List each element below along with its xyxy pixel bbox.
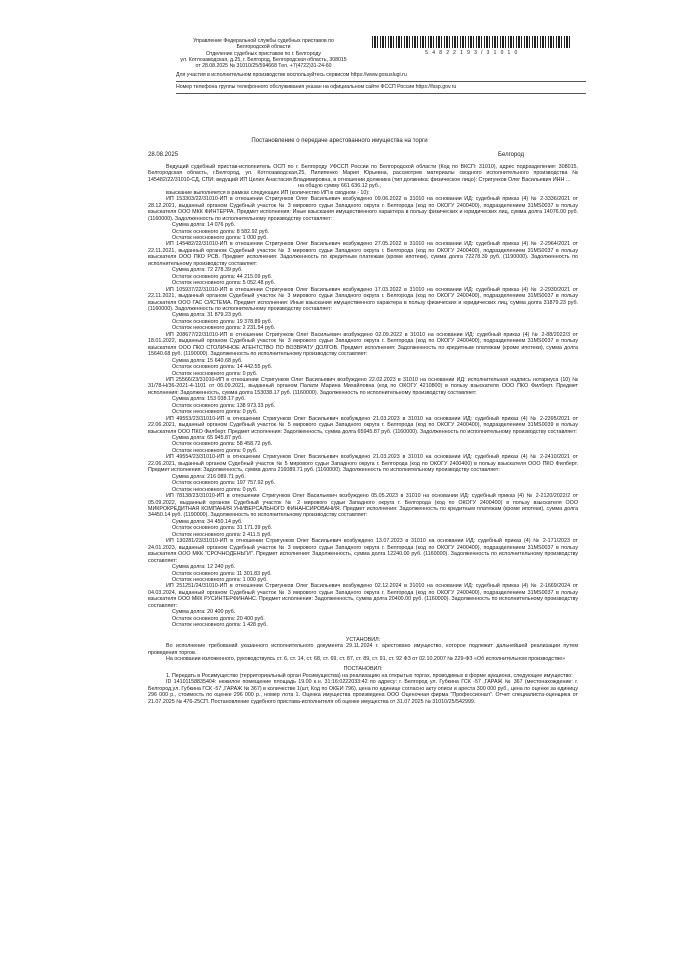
debt-amount-line: Остаток неосновного долга: 0 руб. — [172, 409, 258, 416]
debt-amount-line: Остаток основного долга: 58 458.72 руб. — [172, 441, 273, 448]
debt-amount-line: Сумма долга: 34 450.14 руб. — [172, 518, 243, 525]
proceeding-paragraph: ИП 251251/24/31010-ИП в отношении Стригунков Олег Васильевич возбуждено 02.12.2024 в 31010 на основании ИД: судебный приказ (4) № 2-1669/2024 от 04.03.2024, выданный органом Судебный участок № 3 мирового судьи Западного округа г. Белгорода (код по ОКОГУ 2400400), подразделением 31MS0037 в пользу взыскателя ООО МКК РУСИНТЕРФИНАНС. Предмет исполнения: Задолженность, сумма долга 20400.00 руб. (1160000). Задолженность по исполнительному производству составляет: — [148, 583, 578, 609]
document-barcode — [372, 36, 572, 48]
document-body — [148, 164, 578, 705]
proceeding-paragraph: ИП 130281/23/31010-ИП в отношении Стригунков Олег Васильевич возбуждено 13.07.2023 в 31010 на основании ИД: судебный приказ (4) № 2-171/2023 от 24.01.2023, выданный органом Судебный участок № 3 мирового судьи Западного округа г. Белгорода (код по ОКОГУ 2400400), подразделением 31MS0037 в пользу взыскателя ООО МКК "СРОЧНОДЕНЬГИ". Предмет исполнения: Задолженность, сумма долга 12240.00 руб. (1160000). Задолженность по исполнительному производству составляет: — [148, 538, 578, 564]
debt-amount-line: Сумма долга: 153 038.17 руб. — [172, 396, 246, 403]
debt-amount-line: Остаток основного долга: 31 171.39 руб. — [172, 525, 273, 532]
org-line: Белгородской области — [236, 44, 291, 51]
proceedings-list — [148, 196, 578, 628]
debt-amount-line: Остаток неосновного долга: 1 000 руб. — [172, 577, 268, 583]
proceeding-paragraph: ИП 145482/22/31010-ИП в отношении Стригунков Олег Васильевич возбуждено 27.05.2022 в 31010 на основании ИД: судебный приказ (4) № 2-2964/2021 от 22.11.2021, выданный органом Судебный участок № 3 мирового судьи Западного округа г. Белгорода (код по ОКОГУ 2400400), подразделением 31MS0037 в пользу взыскателя ООО ПКО РСВ. Предмет исполнения: Задолженность по кредитным платежам (кроме ипотеки), сумма долга 72278.39 руб. (1190000). Задолженность по исполнительному производству составляет: — [148, 241, 578, 267]
debt-amount-line: Остаток неосновного долга: 1 000 руб. — [172, 234, 268, 241]
debt-amount-line: Сумма долга: 216 089.71 руб. — [172, 473, 246, 480]
document-date: 28.08.2025 — [148, 152, 179, 158]
proceeding-paragraph: ИП 78138/23/31010-ИП в отношении Стригунков Олег Васильевич возбуждено 05.05.2023 в 31010 на основании ИД: судебный приказ (4) № 2-2120/2022/2 от 05.09.2022, выданный органом Судебный участок № 2 мирового судьи Западного округа г. Белгорода (код по ОКОГУ 2400400) в пользу взыскателя ООО МИКРОКРЕДИТНАЯ КОМПАНИЯ УНИВЕРСАЛЬНОГО ФИНАНСИРОВАНИЯ. Предмет исполнения: Задолженность по кредитным платежам (кроме ипотеки), сумма долга 34450.14 руб. (1190000). Задолженность по исполнительному производству составляет: — [148, 493, 578, 519]
divider — [176, 93, 586, 94]
debt-amount-line: Остаток неосновного долга: 0 руб. — [172, 486, 258, 493]
established-heading: УСТАНОВИЛ: — [345, 636, 381, 643]
debt-amount-line: Сумма долга: 14 076 руб. — [172, 222, 236, 229]
proceeding-paragraph: ИП 208677/22/31010-ИП в отношении Стригунков Олег Васильевич возбуждено 02.09.2022 в 31010 на основании ИД: судебный приказ (4) № 2-88/2022/3 от 18.01.2022, выданный органом Судебный участок № 3 мирового судьи Западного округа г. Белгорода (код по ОКОГУ 2400400), подразделением 31MS0037 в пользу взыскателя ООО ПКО СТОЛИЧНОЕ АГЕНТСТВО ПО ВОЗВРАТУ ДОЛГОВ. Предмет исполнения: Задолженность по кредитным платежам (кроме ипотеки), сумма долга 15640.68 руб. (1190000). Задолженность по исполнительному производству составляет: — [148, 331, 578, 358]
debt-amount-line: Остаток основного долга: 11 301.83 руб. — [172, 570, 272, 577]
debt-amount-line: Сумма долга: 15 640.68 руб. — [172, 357, 243, 364]
established-text: Во исполнение требований указанного исполнительного документа 29.11.2024 г. арестовано имущество, которое подлежит дальнейшей реализации путем проведения торгов. — [148, 643, 578, 656]
phone-note: Номер телефона группы телефонного обслуживания указан на официальном сайте ФССП России https://fssp.gov.ru — [176, 84, 457, 90]
proceeding-paragraph: ИП 49554/23/31010-ИП в отношении Стригунков Олег Васильевич возбуждено 21.03.2023 в 31010 на основании ИД: судебный приказ (4) № 2-2410/2021 от 22.06.2021, выданный органом Судебный участок № 5 мирового судьи Западного округа г. Белгорода (код по ОКОГУ 2400400) в пользу взыскателя ООО ПКО Филберт. Предмет исполнения: Задолженность, сумма долга 216089.71 руб. (1160000). Задолженность по исполнительному производству составляет: — [148, 454, 578, 474]
debt-amount-line: Остаток основного долга: 19 378.89 руб. — [172, 318, 273, 325]
divider — [176, 81, 586, 82]
debt-amount-line: Сумма долга: 31 879.23 руб. — [172, 312, 243, 319]
debt-amount-line: Остаток неосновного долга: 0 руб. — [172, 370, 258, 377]
org-line: Отделение судебных приставов по г. Белгороду — [206, 50, 321, 57]
debt-amount-line: Сумма долга: 72 278.39 руб. — [172, 267, 243, 274]
barcode-number: 5 4 8 2 2 1 9 3 / 3 1 0 1 0 — [425, 50, 519, 56]
document-city: Белгород — [498, 152, 525, 158]
basis-text: На основании изложенного, руководствуясь ст. 6, ст. 14, ст. 68, ст. 69, ст. 87, ст. 89, ст. 91, ст. 92 ФЗ от 02.10.2007 № 229-ФЗ «Об исполнительном производстве» — [166, 655, 566, 662]
proceeding-paragraph: ИП 105937/22/31010-ИП в отношении Стригунков Олег Васильевич возбуждено 17.03.2022 в 31010 на основании ИД: судебный приказ (4) № 2-2930/2021 от 22.11.2021, выданный органом Судебный участок № 3 мирового судьи Западного округа г. Белгорода (код по ОКОГУ 2400400), подразделением 31MS0037 в пользу взыскателя ООО ГАС СИСТЕМА. Предмет исполнения: Иные взыскания имущественного характера в пользу физических и юридических лиц, сумма долга 31879.23 руб. (1160000). Задолженность по исполнительному производству составляет: — [148, 286, 578, 312]
debt-amount-line: Сумма долга: 65 945.87 руб. — [172, 435, 243, 442]
debt-amount-line: Остаток неосновного долга: 2 411.5 руб. — [172, 531, 272, 538]
gosuslugi-note: Для участия в исполнительном производстве воспользуйтесь сервисом https://www.gosuslugi.ru — [176, 72, 407, 78]
total-debt-line: на общую сумму 661 636.12 руб., — [298, 183, 381, 190]
proceeding-paragraph: ИП 153303/22/31010-ИП в отношении Стригунков Олег Васильевич возбуждено 09.06.2022 в 31010 на основании ИД: судебный приказ (4) № 2-3336/2021 от 28.12.2021, выданный органом Судебный участок № 3 мирового судьи Западного округа г. Белгорода (код по ОКОГУ 2400400), подразделением 31MS0037 в пользу взыскателя ООО МКК ФИНТЕРРА. Предмет исполнения: Иные взыскания имущественного характера в пользу физических и юридических лиц, сумма долга 14076.00 руб. (1160000). Задолженность по исполнительному производству составляет: — [148, 196, 578, 222]
debt-amount-line: Остаток неосновного долга: 1 428 руб. — [172, 622, 268, 629]
org-line: Управление Федеральной службы судебных приставов по — [193, 38, 334, 44]
collection-line: взыскание выполняется в рамках следующих ИП (количество ИП в сводном - 10): — [166, 189, 370, 196]
debt-amount-line: Остаток основного долга: 44 215.09 руб. — [172, 273, 273, 280]
proceeding-paragraph: ИП 49553/23/31010-ИП в отношении Стригунков Олег Васильевич возбуждено 21.03.2023 в 31010 на основании ИД: судебный приказ (4) № 2-2395/2021 от 22.06.2021, выданный органом Судебный участок № 5 мирового судьи Западного округа г. Белгорода (код по ОКОГУ 2400400), подразделением 31MS0039 в пользу взыскателя ООО ПКО Филберт. Предмет исполнения: Задолженность, сумма долга 65945.87 руб. (1160000). Задолженность по исполнительному производству составляет: — [148, 415, 578, 435]
proceeding-paragraph: ИП 25566/23/31010-ИП в отношении Стригунков Олег Васильевич возбуждено 22.02.2023 в 31010 на основании ИД: исполнительная надпись нотариуса (10) № 31/78-Н/36-2021-4-1101 от 06.09.2021, выданный органом Палати Марина Михайловна (код по ОКОГУ 4210800) в пользу взыскателя ООО ПКО Филберт. Предмет исполнения: Задолженность, сумма долга 153038.17 руб. (1160000). Задолженность по исполнительному производству составляет: — [148, 376, 578, 396]
property-description: ID 14101158835404: нежилое помещение площадь 19.00 к.н. 31:16:0222033:42 по адресу: г. Белгород ул. Губкина ГСК -57 ,ГАРАЖ № 367 (местонахождение: г. Белгород,ул. Губкина ГСК -57 ,ГАРАЖ № 367) в количестве 1(шт, Код по ОКЕИ 796), цена по единице согласно акту описи и ареста 300 000 руб., цена по оценке за единицу 296 000 р., стоимость по оценке 296 000 р., номер лота 1. Оценка имущества произведена ООО Оценочная фирма "Профессионал". Отчет специалиста-оценщика от 21.07.2025 № 476-25СП. Постановление судебного пристава-исполнителя об оценке имущества от 31.07.2025 № 31010/25/542999. — [148, 679, 578, 705]
document-title: Постановление о передаче арестованного имущества на торги — [251, 138, 428, 144]
intro-paragraph: Ведущий судебный пристав-исполнитель ОСП по г. Белгороду УФССП России по Белгородской области (Код по ВКСП: 31010), адрес подразделения: 308015, Белгородская область, г.Белгород, ул. Котлозаводская,25, Пилипенко Мария Юрьевна, рассмотрев материалы сводного исполнительного производства № 145482/22/31010-СД, СПИ: ведущий ИП Целих Анастасия Владимировна, в отношении должника (тип должника: физическое лицо): Стригунков Олег Васильевич ИНН ... — [148, 164, 578, 183]
debt-amount-line: Сумма долга: 20 400 руб. — [172, 609, 236, 616]
debt-amount-line: Остаток основного долга: 197 757.92 руб. — [172, 480, 276, 487]
debt-amount-line: Остаток неосновного долга: 0 руб. — [172, 447, 258, 454]
debt-amount-line: Сумма долга: 12 240 руб. — [172, 564, 236, 571]
debt-amount-line: Остаток основного долга: 138 973.33 руб. — [172, 402, 276, 409]
debt-amount-line: Остаток неосновного долга: 2 231.54 руб. — [172, 325, 276, 332]
resolved-heading: ПОСТАНОВИЛ: — [343, 666, 383, 673]
resolved-item: 1. Передать в Росимущество (территориальный орган Росимущества) на реализацию на открытых торгах, проводимых в форме аукциона, следующее имущество: — [166, 672, 573, 679]
org-line: ул. Котлозаводская, д.25, г. Белгород, Белгородская область, 308015 — [180, 57, 347, 64]
org-line: от 28.08.2025 № 31010/25/594668 Тел. +7(4722)31-24-60 — [195, 63, 332, 70]
debt-amount-line: Остаток основного долга: 8 582.92 руб. — [172, 228, 270, 235]
debt-amount-line: Остаток неосновного долга: 5 052.48 руб. — [172, 280, 276, 287]
issuing-authority-block — [176, 38, 351, 70]
debt-amount-line: Остаток основного долга: 20 400 руб. — [172, 615, 265, 622]
debt-amount-line: Остаток основного долга: 14 442.55 руб. — [172, 364, 273, 371]
